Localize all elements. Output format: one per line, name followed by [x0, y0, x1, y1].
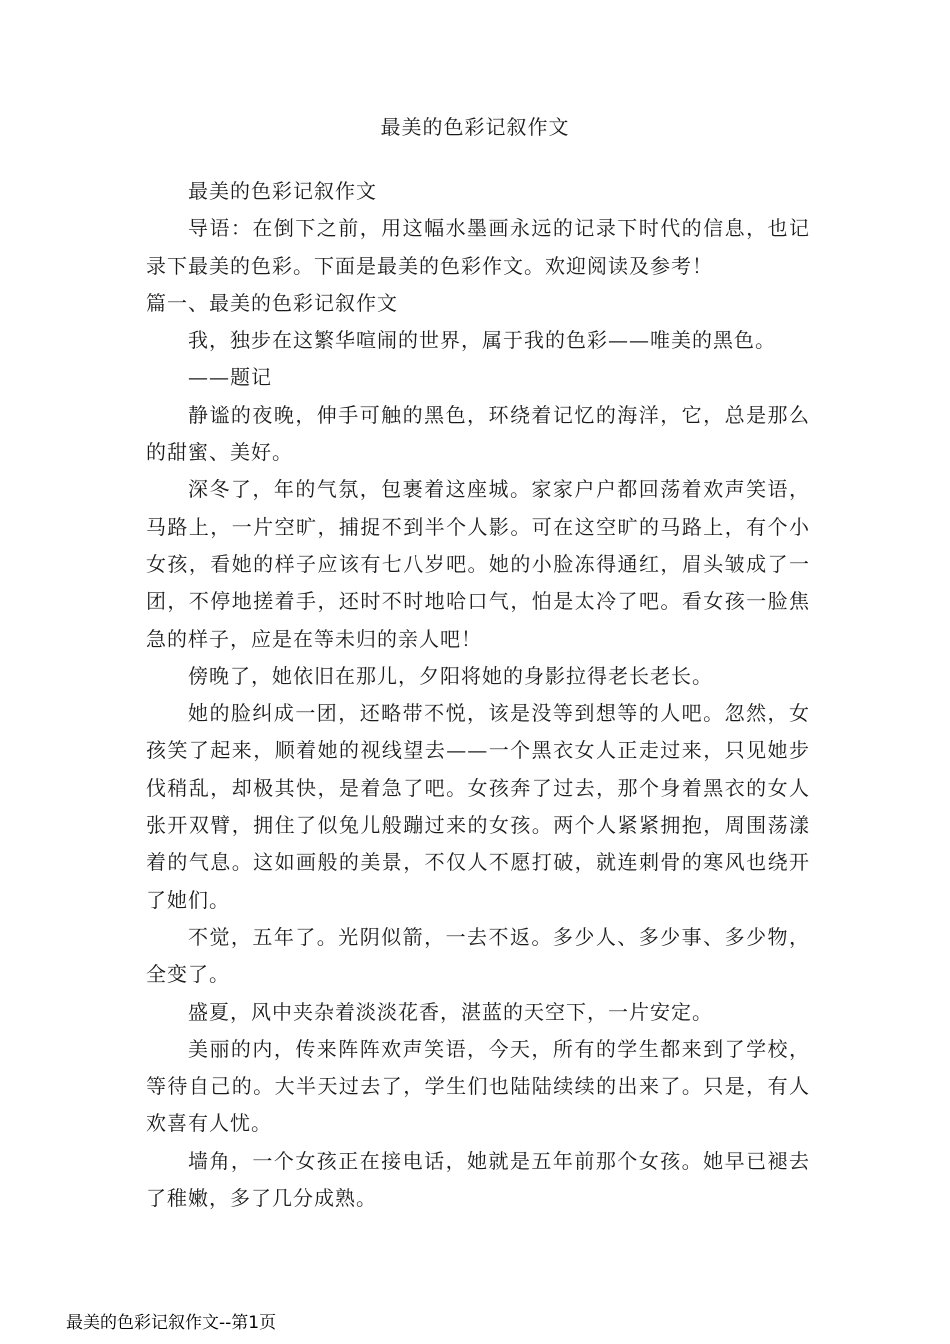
paragraph-heading: 最美的色彩记叙作文 — [188, 179, 377, 203]
page-footer: 最美的色彩记叙作文--第1页 — [66, 1313, 277, 1333]
paragraph: 她的脸纠成一团，还略带不悦，该是没等到想等的人吧。忽然，女孩笑了起来，顺着她的视线望去——一个黑衣女人正走过来，只见她步伐稍乱，却极其快，是着急了吧。女孩奔了过去，那个身着黑衣的女人张开双臂，拥住了似兔儿般蹦过来的女孩。两个人紧紧拥抱，周围荡漾着的气息。这如画般的美景，不仅人不愿打破，就连刺骨的寒风也绕开了她们。 — [146, 701, 810, 912]
section-heading: 篇一、最美的色彩记叙作文 — [146, 290, 398, 315]
document-title: 最美的色彩记叙作文 — [380, 115, 570, 139]
paragraph: 我，独步在这繁华喧闹的世界，属于我的色彩——唯美的黑色。 — [188, 328, 776, 353]
paragraph: 不觉，五年了。光阴似箭，一去不返。多少人、多少事、多少物，全变了。 — [146, 924, 810, 987]
paragraph: 傍晚了，她依旧在那儿，夕阳将她的身影拉得老长老长。 — [188, 663, 713, 688]
paragraph: 盛夏，风中夹杂着淡淡花香，湛蓝的天空下，一片安定。 — [188, 999, 713, 1024]
paragraph: 深冬了，年的气氛，包裹着这座城。家家户户都回荡着欢声笑语，马路上，一片空旷，捕捉不到半个人影。可在这空旷的马路上，有个小女孩，看她的样子应该有七八岁吧。她的小脸冻得通红，眉头皱成了一团，不停地搓着手，还时不时地哈口气，怕是太冷了吧。看女孩一脸焦急的样子，应是在等未归的亲人吧！ — [146, 477, 810, 651]
paragraph-epigraph: ——题记 — [188, 365, 272, 390]
paragraph: 墙角，一个女孩正在接电话，她就是五年前那个女孩。她早已褪去了稚嫩，多了几分成熟。 — [146, 1148, 810, 1211]
paragraph-intro: 导语：在倒下之前，用这幅水墨画永远的记录下时代的信息，也记录下最美的色彩。下面是最美的色彩作文。欢迎阅读及参考！ — [146, 216, 810, 278]
paragraph: 静谧的夜晚，伸手可触的黑色，环绕着记忆的海洋，它，总是那么的甜蜜、美好。 — [146, 402, 810, 465]
paragraph: 美丽的内，传来阵阵欢声笑语，今天，所有的学生都来到了学校，等待自己的。大半天过去了，学生们也陆陆续续的出来了。只是，有人欢喜有人忧。 — [146, 1036, 810, 1136]
document-body — [146, 173, 810, 1217]
